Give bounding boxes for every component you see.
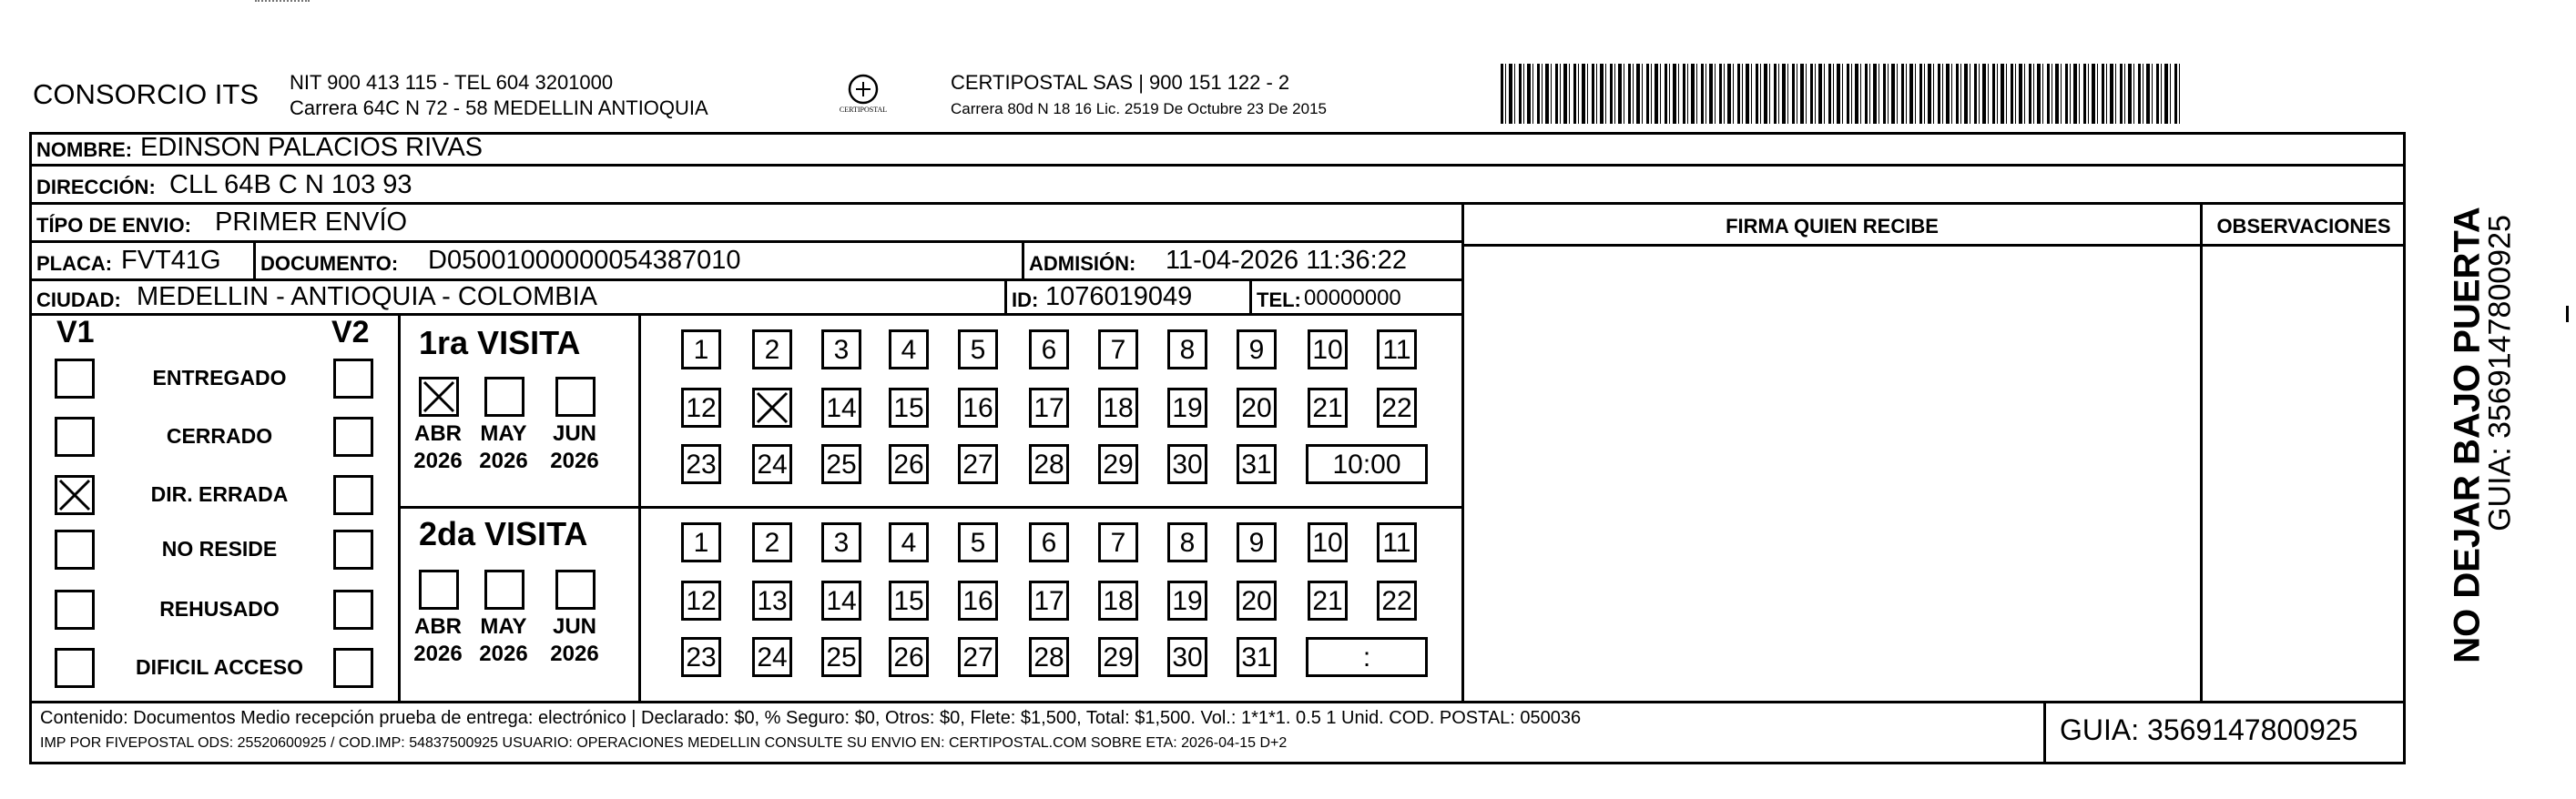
plate-value: FVT41G bbox=[121, 246, 221, 275]
certipostal-logo bbox=[836, 71, 891, 122]
col-line bbox=[1022, 240, 1024, 278]
day-box[interactable]: 8 bbox=[1167, 522, 1207, 562]
v1-checkbox[interactable] bbox=[55, 590, 95, 630]
month-label: MAY bbox=[480, 421, 527, 446]
month-label: JUN bbox=[552, 421, 596, 446]
document-label: DOCUMENTO: bbox=[260, 252, 399, 275]
day-box[interactable]: 25 bbox=[821, 444, 861, 484]
city-label: CIUDAD: bbox=[36, 288, 121, 311]
day-box[interactable]: 11 bbox=[1377, 522, 1417, 562]
day-box[interactable]: 16 bbox=[958, 388, 998, 428]
day-box[interactable]: 11 bbox=[1377, 329, 1417, 369]
day-box[interactable]: 20 bbox=[1237, 581, 1277, 621]
month-checkbox[interactable] bbox=[419, 570, 459, 610]
company-nit: NIT 900 413 115 - TEL 604 3201000 bbox=[290, 71, 614, 94]
day-box[interactable]: 4 bbox=[889, 522, 929, 562]
status-option-label: NO RESIDE bbox=[161, 537, 278, 561]
v2-label: V2 bbox=[331, 315, 370, 349]
footer-imp-line: IMP POR FIVEPOSTAL ODS: 25520600925 / COD.IMP: 54837500925 USUARIO: OPERACIONES MEDELLIN CONSULTE SU ENVIO EN: CERTIPOSTAL.COM SOBRE ETA: 2026-04-15 D+2 bbox=[40, 735, 1288, 751]
day-box[interactable]: 9 bbox=[1237, 329, 1277, 369]
col-line bbox=[1461, 202, 1464, 701]
company-address: Carrera 64C N 72 - 58 MEDELLIN ANTIOQUIA bbox=[290, 96, 708, 119]
recipient-address: CLL 64B C N 103 93 bbox=[169, 170, 412, 199]
name-label: NOMBRE: bbox=[36, 138, 133, 161]
year-label: 2026 bbox=[479, 449, 528, 473]
day-box[interactable]: 23 bbox=[681, 637, 721, 677]
year-label: 2026 bbox=[413, 449, 463, 473]
day-box[interactable]: 8 bbox=[1167, 329, 1207, 369]
day-box[interactable]: 18 bbox=[1098, 388, 1138, 428]
day-box[interactable]: 26 bbox=[889, 444, 929, 484]
day-box[interactable]: 7 bbox=[1098, 329, 1138, 369]
v1-checkbox[interactable] bbox=[55, 417, 95, 457]
carrier-name: CERTIPOSTAL SAS | 900 151 122 - 2 bbox=[951, 71, 1290, 94]
id-value: 1076019049 bbox=[1045, 282, 1193, 311]
day-box[interactable]: 1 bbox=[681, 522, 721, 562]
row-line bbox=[29, 164, 2406, 167]
day-box[interactable]: 12 bbox=[681, 388, 721, 428]
day-box[interactable]: 18 bbox=[1098, 581, 1138, 621]
side-guide: GUIA: 3569147800925 bbox=[2482, 215, 2518, 531]
day-box[interactable]: 9 bbox=[1237, 522, 1277, 562]
v1-checkbox[interactable] bbox=[55, 359, 95, 399]
day-box[interactable]: 3 bbox=[821, 522, 861, 562]
barcode bbox=[1501, 64, 2182, 124]
status-option-label: DIR. ERRADA bbox=[150, 482, 289, 506]
month-checkbox[interactable] bbox=[555, 570, 596, 610]
top-mark bbox=[255, 0, 310, 5]
row-line bbox=[29, 701, 2406, 703]
col-line bbox=[1249, 278, 1252, 313]
address-label: DIRECCIÓN: bbox=[36, 176, 156, 198]
day-box[interactable]: 24 bbox=[752, 444, 792, 484]
month-label: JUN bbox=[552, 614, 596, 639]
month-checkbox[interactable] bbox=[555, 377, 596, 417]
day-box[interactable]: 30 bbox=[1167, 444, 1207, 484]
day-box[interactable]: 5 bbox=[958, 522, 998, 562]
v2-checkbox[interactable] bbox=[333, 530, 373, 570]
day-box[interactable]: 1 bbox=[681, 329, 721, 369]
year-label: 2026 bbox=[479, 642, 528, 666]
day-box[interactable]: 22 bbox=[1377, 581, 1417, 621]
v2-checkbox[interactable] bbox=[333, 417, 373, 457]
month-checkbox[interactable] bbox=[419, 377, 459, 417]
type-label: TÍPO DE ENVIO: bbox=[36, 214, 191, 237]
row-line bbox=[29, 240, 1463, 243]
row-line bbox=[29, 313, 1463, 316]
status-option-label: REHUSADO bbox=[159, 597, 280, 621]
day-box[interactable]: 2 bbox=[752, 522, 792, 562]
day-box[interactable]: 24 bbox=[752, 637, 792, 677]
status-option-label: CERRADO bbox=[166, 424, 273, 448]
tel-value: 00000000 bbox=[1304, 286, 1401, 310]
day-box[interactable]: 27 bbox=[958, 637, 998, 677]
no-dejar-bajo-puerta: NO DEJAR BAJO PUERTA bbox=[2447, 207, 2488, 663]
v2-checkbox[interactable] bbox=[333, 359, 373, 399]
day-box[interactable]: 21 bbox=[1308, 388, 1348, 428]
row-line bbox=[1463, 244, 2406, 247]
day-box[interactable]: 21 bbox=[1308, 581, 1348, 621]
receiver-signature-header: FIRMA QUIEN RECIBE bbox=[1726, 215, 1939, 238]
day-box[interactable]: 5 bbox=[958, 329, 998, 369]
day-box[interactable]: 26 bbox=[889, 637, 929, 677]
day-box[interactable]: 14 bbox=[821, 581, 861, 621]
time-box[interactable]: : bbox=[1306, 637, 1428, 677]
plate-label: PLACA: bbox=[36, 252, 113, 275]
day-box[interactable]: 30 bbox=[1167, 637, 1207, 677]
day-box[interactable]: 25 bbox=[821, 637, 861, 677]
row-line bbox=[29, 278, 1463, 281]
day-box[interactable]: 10 bbox=[1308, 522, 1348, 562]
day-box-crossed[interactable] bbox=[752, 388, 792, 428]
year-label: 2026 bbox=[550, 449, 599, 473]
day-box[interactable]: 28 bbox=[1029, 637, 1069, 677]
admission-value: 11-04-2026 11:36:22 bbox=[1166, 246, 1407, 275]
day-box[interactable]: 12 bbox=[681, 581, 721, 621]
col-line bbox=[253, 240, 256, 278]
day-box[interactable]: 17 bbox=[1029, 581, 1069, 621]
day-box[interactable]: 7 bbox=[1098, 522, 1138, 562]
day-box[interactable]: 31 bbox=[1237, 444, 1277, 484]
v1-checkbox[interactable] bbox=[55, 648, 95, 688]
v2-checkbox[interactable] bbox=[333, 590, 373, 630]
logo-text: CERTIPOSTAL bbox=[839, 106, 888, 114]
admission-label: ADMISIÓN: bbox=[1029, 252, 1136, 275]
visit2-title: 2da VISITA bbox=[419, 515, 588, 552]
row-line bbox=[29, 202, 2406, 205]
month-label: MAY bbox=[480, 614, 527, 639]
year-label: 2026 bbox=[413, 642, 463, 666]
day-box[interactable]: 10 bbox=[1308, 329, 1348, 369]
day-box[interactable]: 29 bbox=[1098, 637, 1138, 677]
month-label: ABR bbox=[414, 614, 462, 639]
col-line bbox=[1004, 278, 1007, 313]
day-box[interactable]: 16 bbox=[958, 581, 998, 621]
city-value: MEDELLIN - ANTIOQUIA - COLOMBIA bbox=[137, 282, 597, 311]
time-box[interactable]: 10:00 bbox=[1306, 444, 1428, 484]
day-box[interactable]: 23 bbox=[681, 444, 721, 484]
visit1-title: 1ra VISITA bbox=[419, 324, 581, 361]
month-checkbox[interactable] bbox=[484, 377, 524, 417]
day-box[interactable]: 17 bbox=[1029, 388, 1069, 428]
carrier-license: Carrera 80d N 18 16 Lic. 2519 De Octubre 23 De 2015 bbox=[951, 100, 1327, 117]
day-box[interactable]: 6 bbox=[1029, 522, 1069, 562]
shipment-type: PRIMER ENVÍO bbox=[215, 207, 408, 237]
v1-checkbox[interactable] bbox=[55, 530, 95, 570]
day-box[interactable]: 31 bbox=[1237, 637, 1277, 677]
recipient-name: EDINSON PALACIOS RIVAS bbox=[140, 133, 484, 162]
day-box[interactable]: 20 bbox=[1237, 388, 1277, 428]
footer-guide: GUIA: 3569147800925 bbox=[2060, 713, 2358, 746]
day-box[interactable]: 3 bbox=[821, 329, 861, 369]
status-option-label: ENTREGADO bbox=[152, 366, 287, 389]
col-line bbox=[2200, 202, 2203, 701]
tel-label: TEL: bbox=[1257, 288, 1301, 311]
v1-label: V1 bbox=[56, 315, 95, 349]
day-box[interactable]: 27 bbox=[958, 444, 998, 484]
status-option-label: DIFICIL ACCESO bbox=[135, 655, 303, 679]
day-box[interactable]: 28 bbox=[1029, 444, 1069, 484]
day-box[interactable]: 19 bbox=[1167, 388, 1207, 428]
day-box[interactable]: 13 bbox=[752, 581, 792, 621]
v1-checkbox[interactable] bbox=[55, 475, 95, 515]
month-label: ABR bbox=[414, 421, 462, 446]
day-box[interactable]: 14 bbox=[821, 388, 861, 428]
v2-checkbox[interactable] bbox=[333, 475, 373, 515]
document-value: D05001000000054387010 bbox=[428, 246, 741, 275]
day-box[interactable]: 22 bbox=[1377, 388, 1417, 428]
id-label: ID: bbox=[1012, 288, 1039, 311]
day-box[interactable]: 2 bbox=[752, 329, 792, 369]
month-checkbox[interactable] bbox=[484, 570, 524, 610]
day-box[interactable]: 15 bbox=[889, 581, 929, 621]
company-name: CONSORCIO ITS bbox=[33, 78, 260, 110]
edge-tick bbox=[2566, 306, 2569, 322]
day-box[interactable]: 4 bbox=[889, 329, 929, 369]
year-label: 2026 bbox=[550, 642, 599, 666]
day-box[interactable]: 29 bbox=[1098, 444, 1138, 484]
footer-contents: Contenido: Documentos Medio recepción prueba de entrega: electrónico | Declarado: $0, % Seguro: $0, Otros: $0, Flete: $1,500, Total: $1,500. Vol.: 1*1*1. 0.5 1 Unid. COD. POSTAL: 050036 bbox=[40, 708, 1582, 728]
day-box[interactable]: 19 bbox=[1167, 581, 1207, 621]
v2-checkbox[interactable] bbox=[333, 648, 373, 688]
day-box[interactable]: 6 bbox=[1029, 329, 1069, 369]
day-box[interactable]: 15 bbox=[889, 388, 929, 428]
row-line bbox=[398, 506, 1463, 509]
col-line bbox=[2043, 701, 2046, 764]
observations-header: OBSERVACIONES bbox=[2216, 215, 2391, 238]
